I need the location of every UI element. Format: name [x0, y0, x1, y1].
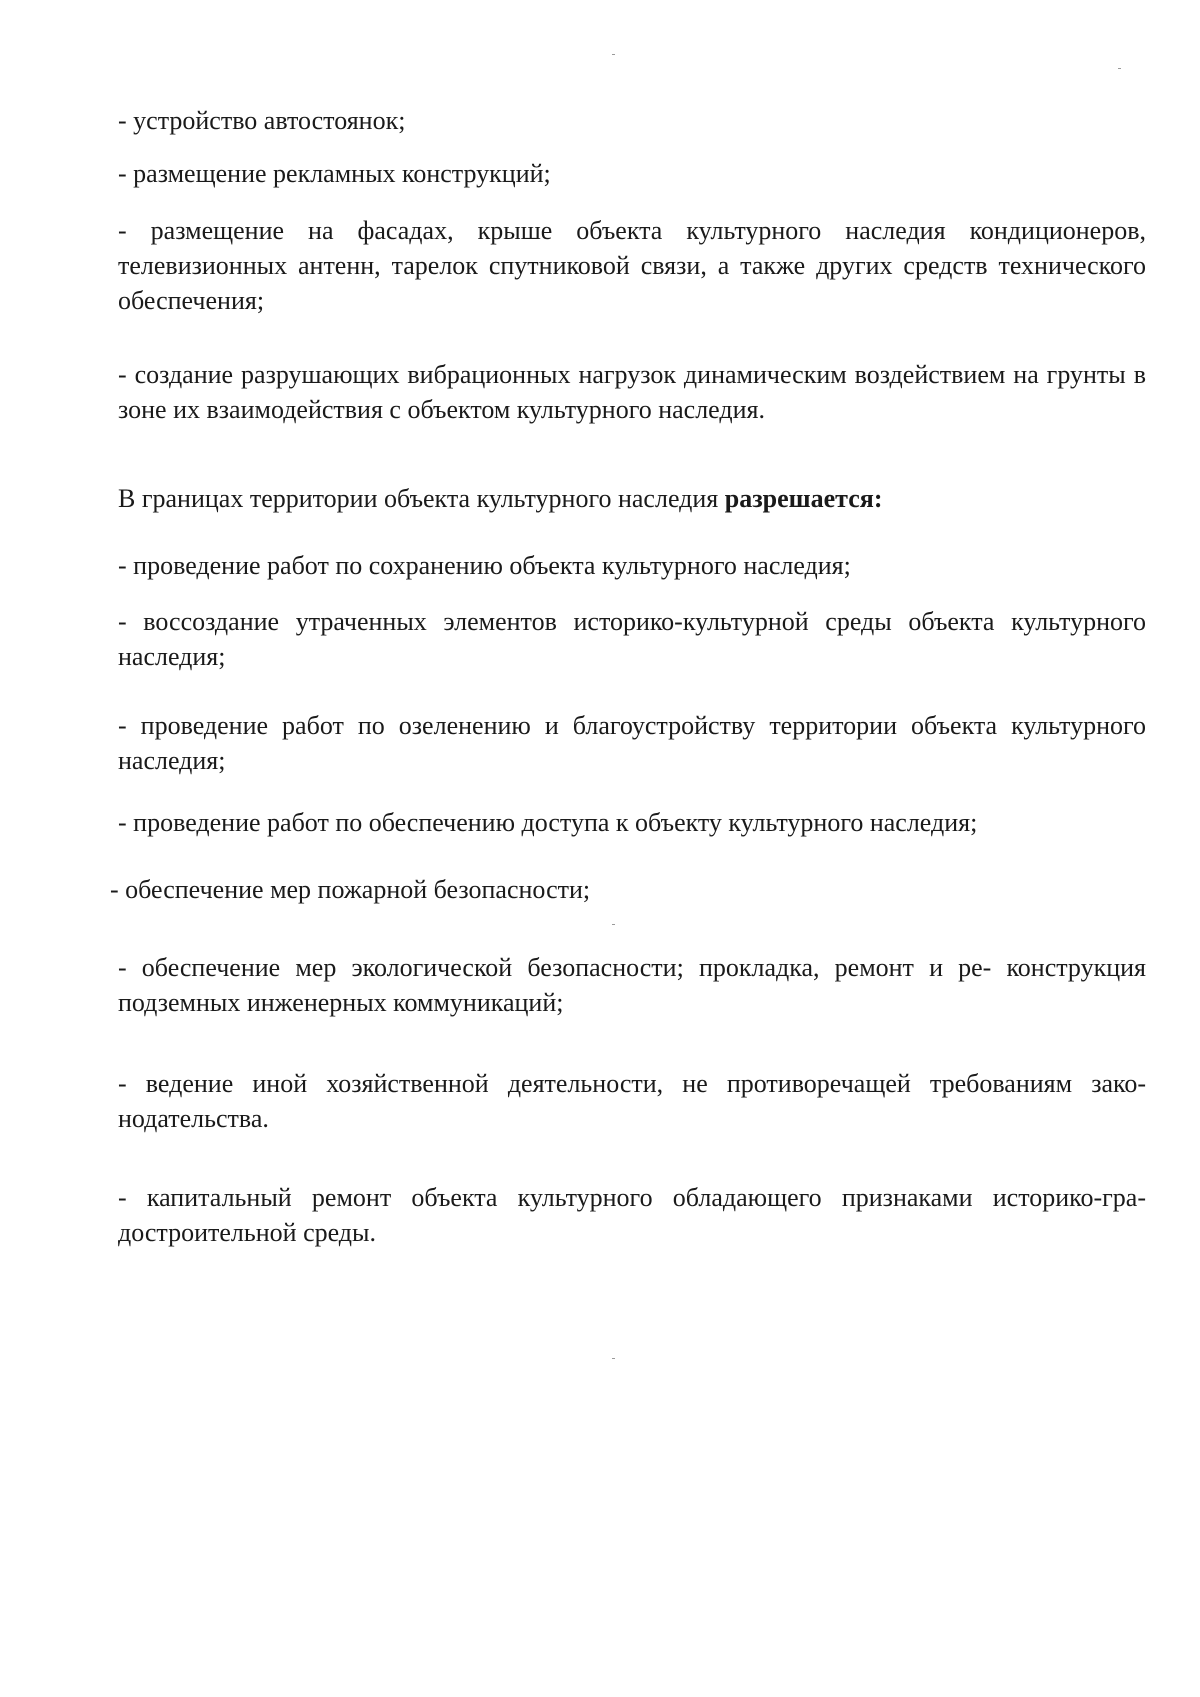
allowed-item-5: - обеспечение мер пожарной безопасности; — [110, 875, 591, 904]
allowed-item-2: - воссоздание утраченных элементов историко-культурной среды объекта культурного наследия; — [118, 607, 1146, 671]
allowed-item-1: - проведение работ по сохранению объекта культурного наследия; — [118, 551, 851, 580]
allowed-item-8: - капитальный ремонт объекта культурного обладающего признаками историко-градостроительной среды. — [118, 1183, 1146, 1247]
prohibited-item-4: - создание разрушающих вибрационных нагрузок динамическим воздействием на грунты в зоне их взаимодействия с объектом культурного наследия. — [118, 360, 1146, 424]
scan-speck — [612, 924, 615, 925]
allowed-heading-text: В границах территории объекта культурного наследия — [118, 484, 725, 513]
allowed-item-6: - обеспечение мер экологической безопасности; прокладка, ремонт и ре- конструкция подземных инженерных коммуникаций; — [118, 953, 1146, 1017]
scan-speck — [612, 54, 615, 55]
scan-speck — [612, 1358, 615, 1359]
allowed-item-3: - проведение работ по озеленению и благоустройству территории объекта культурного наследия; — [118, 711, 1146, 775]
prohibited-item-3: - размещение на фасадах, крыше объекта культурного наследия кондиционеров, телевизионных антенн, тарелок спутниковой связи, а также других средств технического обеспечения; — [118, 216, 1146, 315]
scan-speck — [1118, 68, 1121, 69]
allowed-heading — [118, 481, 1146, 516]
prohibited-item-1: - устройство автостоянок; — [118, 106, 406, 135]
prohibited-item-2: - размещение рекламных конструкций; — [118, 159, 551, 188]
allowed-heading-bold: разрешается: — [724, 484, 883, 513]
allowed-item-4: - проведение работ по обеспечению доступа к объекту культурного наследия; — [118, 808, 978, 837]
allowed-item-7: - ведение иной хозяйственной деятельности, не противоречащей требованиям законодательства. — [118, 1069, 1146, 1133]
